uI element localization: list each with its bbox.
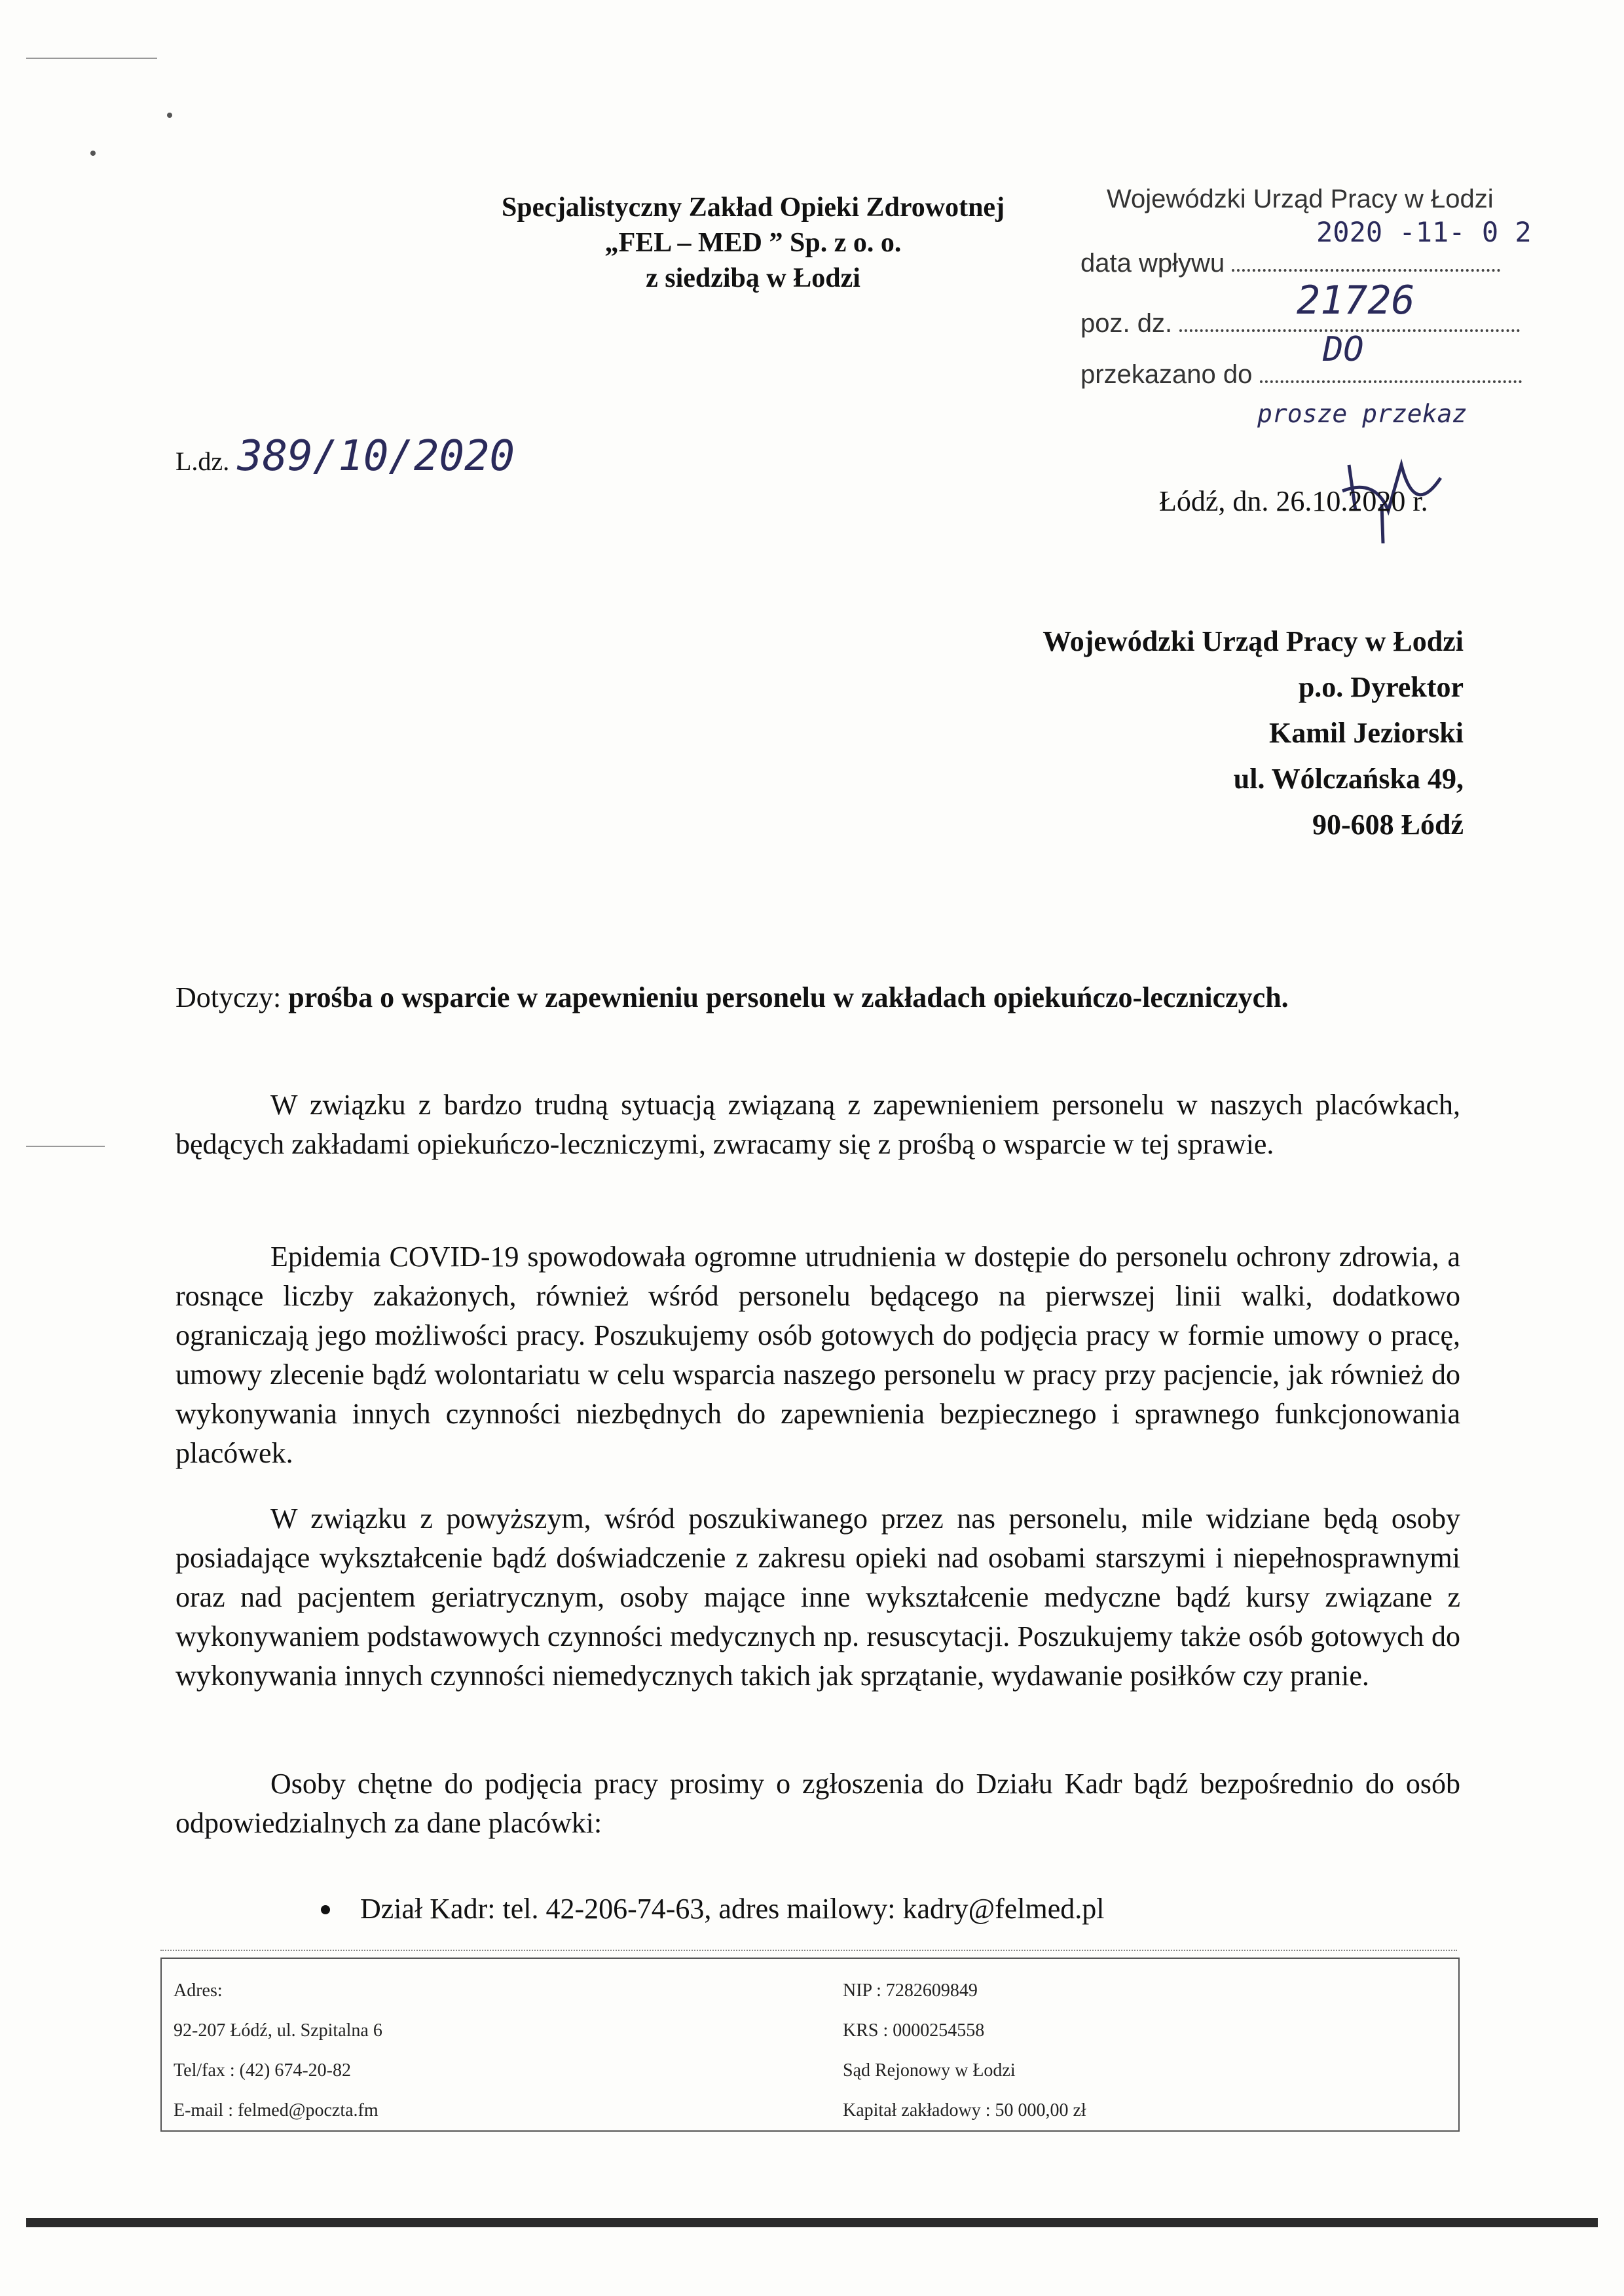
- bullet-item: [321, 1892, 1105, 1925]
- subject-line: [175, 981, 1289, 1014]
- scan-bottom-bar: [26, 2218, 1598, 2227]
- addressee-street: ul. Wólczańska 49,: [1233, 763, 1464, 795]
- ldz-label: L.dz.: [175, 446, 230, 476]
- stamp-przekazano-value: DO: [1323, 330, 1364, 369]
- letter-date: Łódź, dn. 26.10.2020 r.: [1159, 485, 1428, 517]
- footer-divider: [160, 1950, 1457, 1951]
- stamp-date-label: data wpływu: [1080, 249, 1225, 278]
- footer-box: [160, 1958, 1460, 2132]
- footer-phone: Tel/fax : (42) 674-20-82: [174, 2060, 351, 2081]
- scan-artifact-line: [26, 58, 157, 59]
- sender-company: „FEL – MED ” Sp. z o. o.: [604, 228, 902, 258]
- scan-artifact-dot: [90, 151, 96, 156]
- stamp-poz-label: poz. dz.: [1080, 309, 1173, 338]
- footer-krs: KRS : 0000254558: [843, 2020, 985, 2041]
- body-paragraph-1: [175, 1085, 1460, 1164]
- stamp-date-value: 2020 -11- 0 2: [1316, 216, 1532, 248]
- footer-capital: Kapitał zakładowy : 50 000,00 zł: [843, 2100, 1086, 2121]
- footer-street: 92-207 Łódź, ul. Szpitalna 6: [174, 2020, 382, 2041]
- footer-address-label: Adres:: [174, 1980, 223, 2001]
- subject-text: prośba o wsparcie w zapewnieniu personelu w zakładach opiekuńczo-leczniczych.: [288, 981, 1289, 1013]
- paragraph-text: W związku z powyższym, wśród poszukiwanego przez nas personelu, mile widziane będą osoby posiadające wykształcenie bądź doświadczenie z zakresu opieki nad osobami starszymi i niepełnosprawnymi oraz nad pacjentem geriatrycznym, osoby mające inne wykształcenie medyczne bądź kursy związane z wykonywaniem podstawowych czynności medycznych np. resuscytacji. Poszukujemy także osób gotowych do wykonywania innych czynności niemedycznych takich jak sprzątanie, wydawanie posiłków czy pranie.: [175, 1503, 1460, 1692]
- stamp-date-row: [1080, 249, 1500, 278]
- paragraph-text: W związku z bardzo trudną sytuacją związaną z zapewnieniem personelu w naszych placówkach, będących zakładami opiekuńczo-leczniczymi, zwracamy się z prośbą o wsparcie w tej sprawie.: [175, 1089, 1460, 1160]
- body-paragraph-2: [175, 1237, 1460, 1473]
- stamp-dotted-line: [1260, 367, 1522, 383]
- paragraph-text: Epidemia COVID-19 spowodowała ogromne utrudnienia w dostępie do personelu ochrony zdrowia, a rosnące liczby zakażonych, również wśród personelu będącego na pierwszej linii walki, dodatkowo ograniczają jego możliwości pracy. Poszukujemy osób gotowych do podjęcia pracy w formie umowy o pracę, umowy zlecenie bądź wolontariatu w celu wsparcia naszego personelu w pracy przy pacjencie, jak również do wykonywania innych czynności niezbędnych do zapewnienia bezpiecznego i sprawnego funkcjonowania placówek.: [175, 1241, 1460, 1469]
- sender-header: [458, 190, 1048, 296]
- stamp-poz-value: 21726: [1297, 278, 1415, 323]
- footer-company-info: [843, 1971, 1086, 2130]
- addressee-institution: Wojewódzki Urząd Pracy w Łodzi: [1043, 625, 1464, 657]
- addressee-name: Kamil Jeziorski: [1269, 717, 1464, 749]
- body-paragraph-3: [175, 1499, 1460, 1696]
- footer-address: [174, 1971, 382, 2130]
- sender-seat: z siedzibą w Łodzi: [646, 263, 860, 293]
- stamp-poz-row: [1080, 309, 1520, 338]
- footer-court: Sąd Rejonowy w Łodzi: [843, 2060, 1016, 2081]
- stamp-office: Wojewódzki Urząd Pracy w Łodzi: [1107, 185, 1494, 213]
- stamp-dotted-line: [1232, 256, 1500, 272]
- bullet-text: Dział Kadr: tel. 42-206-74-63, adres mailowy: kadry@felmed.pl: [360, 1893, 1105, 1925]
- stamp-przekazano-label: przekazano do: [1080, 360, 1253, 389]
- footer-email: E-mail : felmed@poczta.fm: [174, 2100, 378, 2121]
- scan-artifact-dot: [167, 113, 172, 118]
- stamp-przekazano-row: [1080, 360, 1522, 390]
- body-paragraph-4: [175, 1764, 1460, 1843]
- addressee-city: 90-608 Łódź: [1312, 809, 1464, 841]
- sender-name: Specjalistyczny Zakład Opieki Zdrowotnej: [501, 192, 1005, 223]
- subject-label: Dotyczy:: [175, 981, 289, 1013]
- bullet-icon: [321, 1905, 330, 1914]
- footer-nip: NIP : 7282609849: [843, 1980, 978, 2001]
- addressee-title: p.o. Dyrektor: [1298, 671, 1464, 703]
- reference-number: [175, 432, 515, 481]
- addressee-block: [1043, 619, 1464, 848]
- ldz-value: 389/10/2020: [237, 432, 515, 481]
- scan-artifact-line: [26, 1146, 105, 1147]
- handwritten-note: prosze przekaz: [1257, 399, 1467, 428]
- paragraph-text: Osoby chętne do podjęcia pracy prosimy o zgłoszenia do Działu Kadr bądź bezpośrednio do osób odpowiedzialnych za dane placówki:: [175, 1768, 1460, 1839]
